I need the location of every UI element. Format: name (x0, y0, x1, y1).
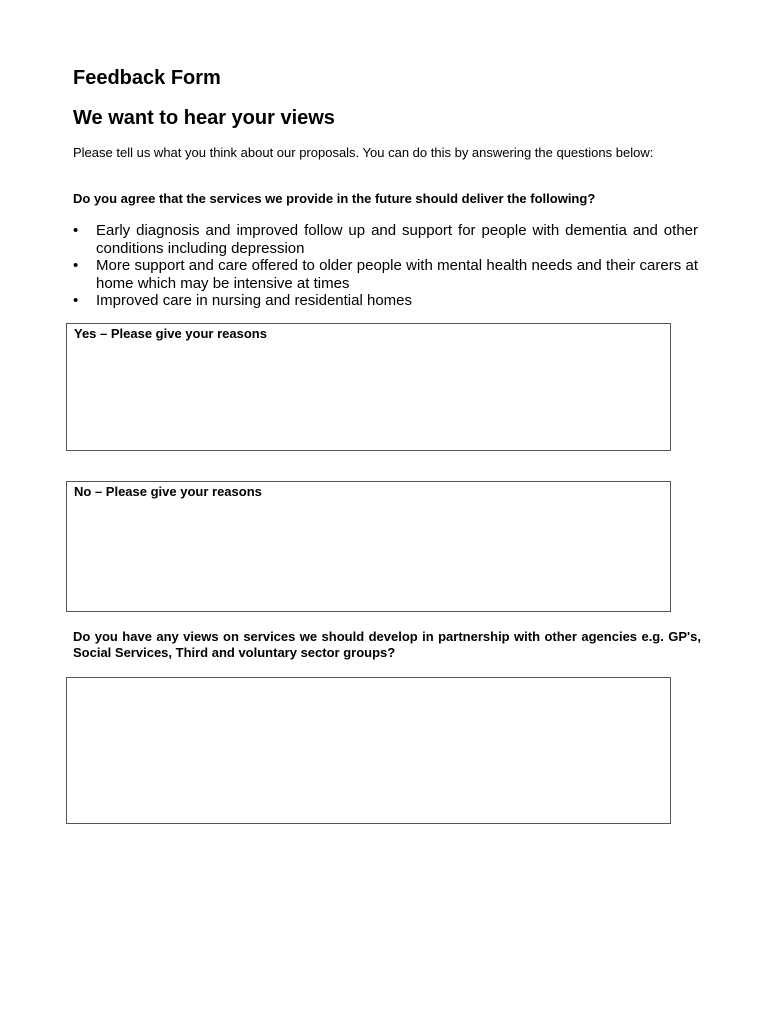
list-item (73, 222, 698, 257)
bullet-icon: • (73, 292, 79, 309)
no-reasons-input[interactable] (67, 502, 670, 611)
form-title: Feedback Form (73, 67, 221, 89)
list-item (73, 257, 698, 292)
intro-text: Please tell us what you think about our proposals. You can do this by answering the questions below: (73, 145, 654, 160)
yes-reasons-box (66, 323, 671, 451)
no-reasons-box (66, 481, 671, 612)
list-item-text: Early diagnosis and improved follow up and support for people with dementia and other conditions including depression (96, 222, 698, 257)
question-partnership-views: Do you have any views on services we should develop in partnership with other agencies e.g. GP's, Social Services, Third and voluntary sector groups? (73, 629, 701, 660)
partnership-views-box (66, 677, 671, 824)
yes-reasons-input[interactable] (67, 344, 670, 450)
bullet-icon: • (73, 257, 79, 274)
list-item-text: More support and care offered to older people with mental health needs and their carers at home which may be intensive at times (96, 257, 698, 292)
list-item (73, 292, 698, 310)
question-agree-services: Do you agree that the services we provide in the future should deliver the following? (73, 191, 596, 206)
form-subtitle: We want to hear your views (73, 107, 335, 129)
list-item-text: Improved care in nursing and residential homes (96, 292, 413, 309)
bullet-icon: • (73, 222, 79, 239)
no-reasons-label: No – Please give your reasons (74, 484, 262, 499)
partnership-views-input[interactable] (67, 678, 670, 823)
services-list (73, 222, 698, 310)
yes-reasons-label: Yes – Please give your reasons (74, 326, 267, 341)
